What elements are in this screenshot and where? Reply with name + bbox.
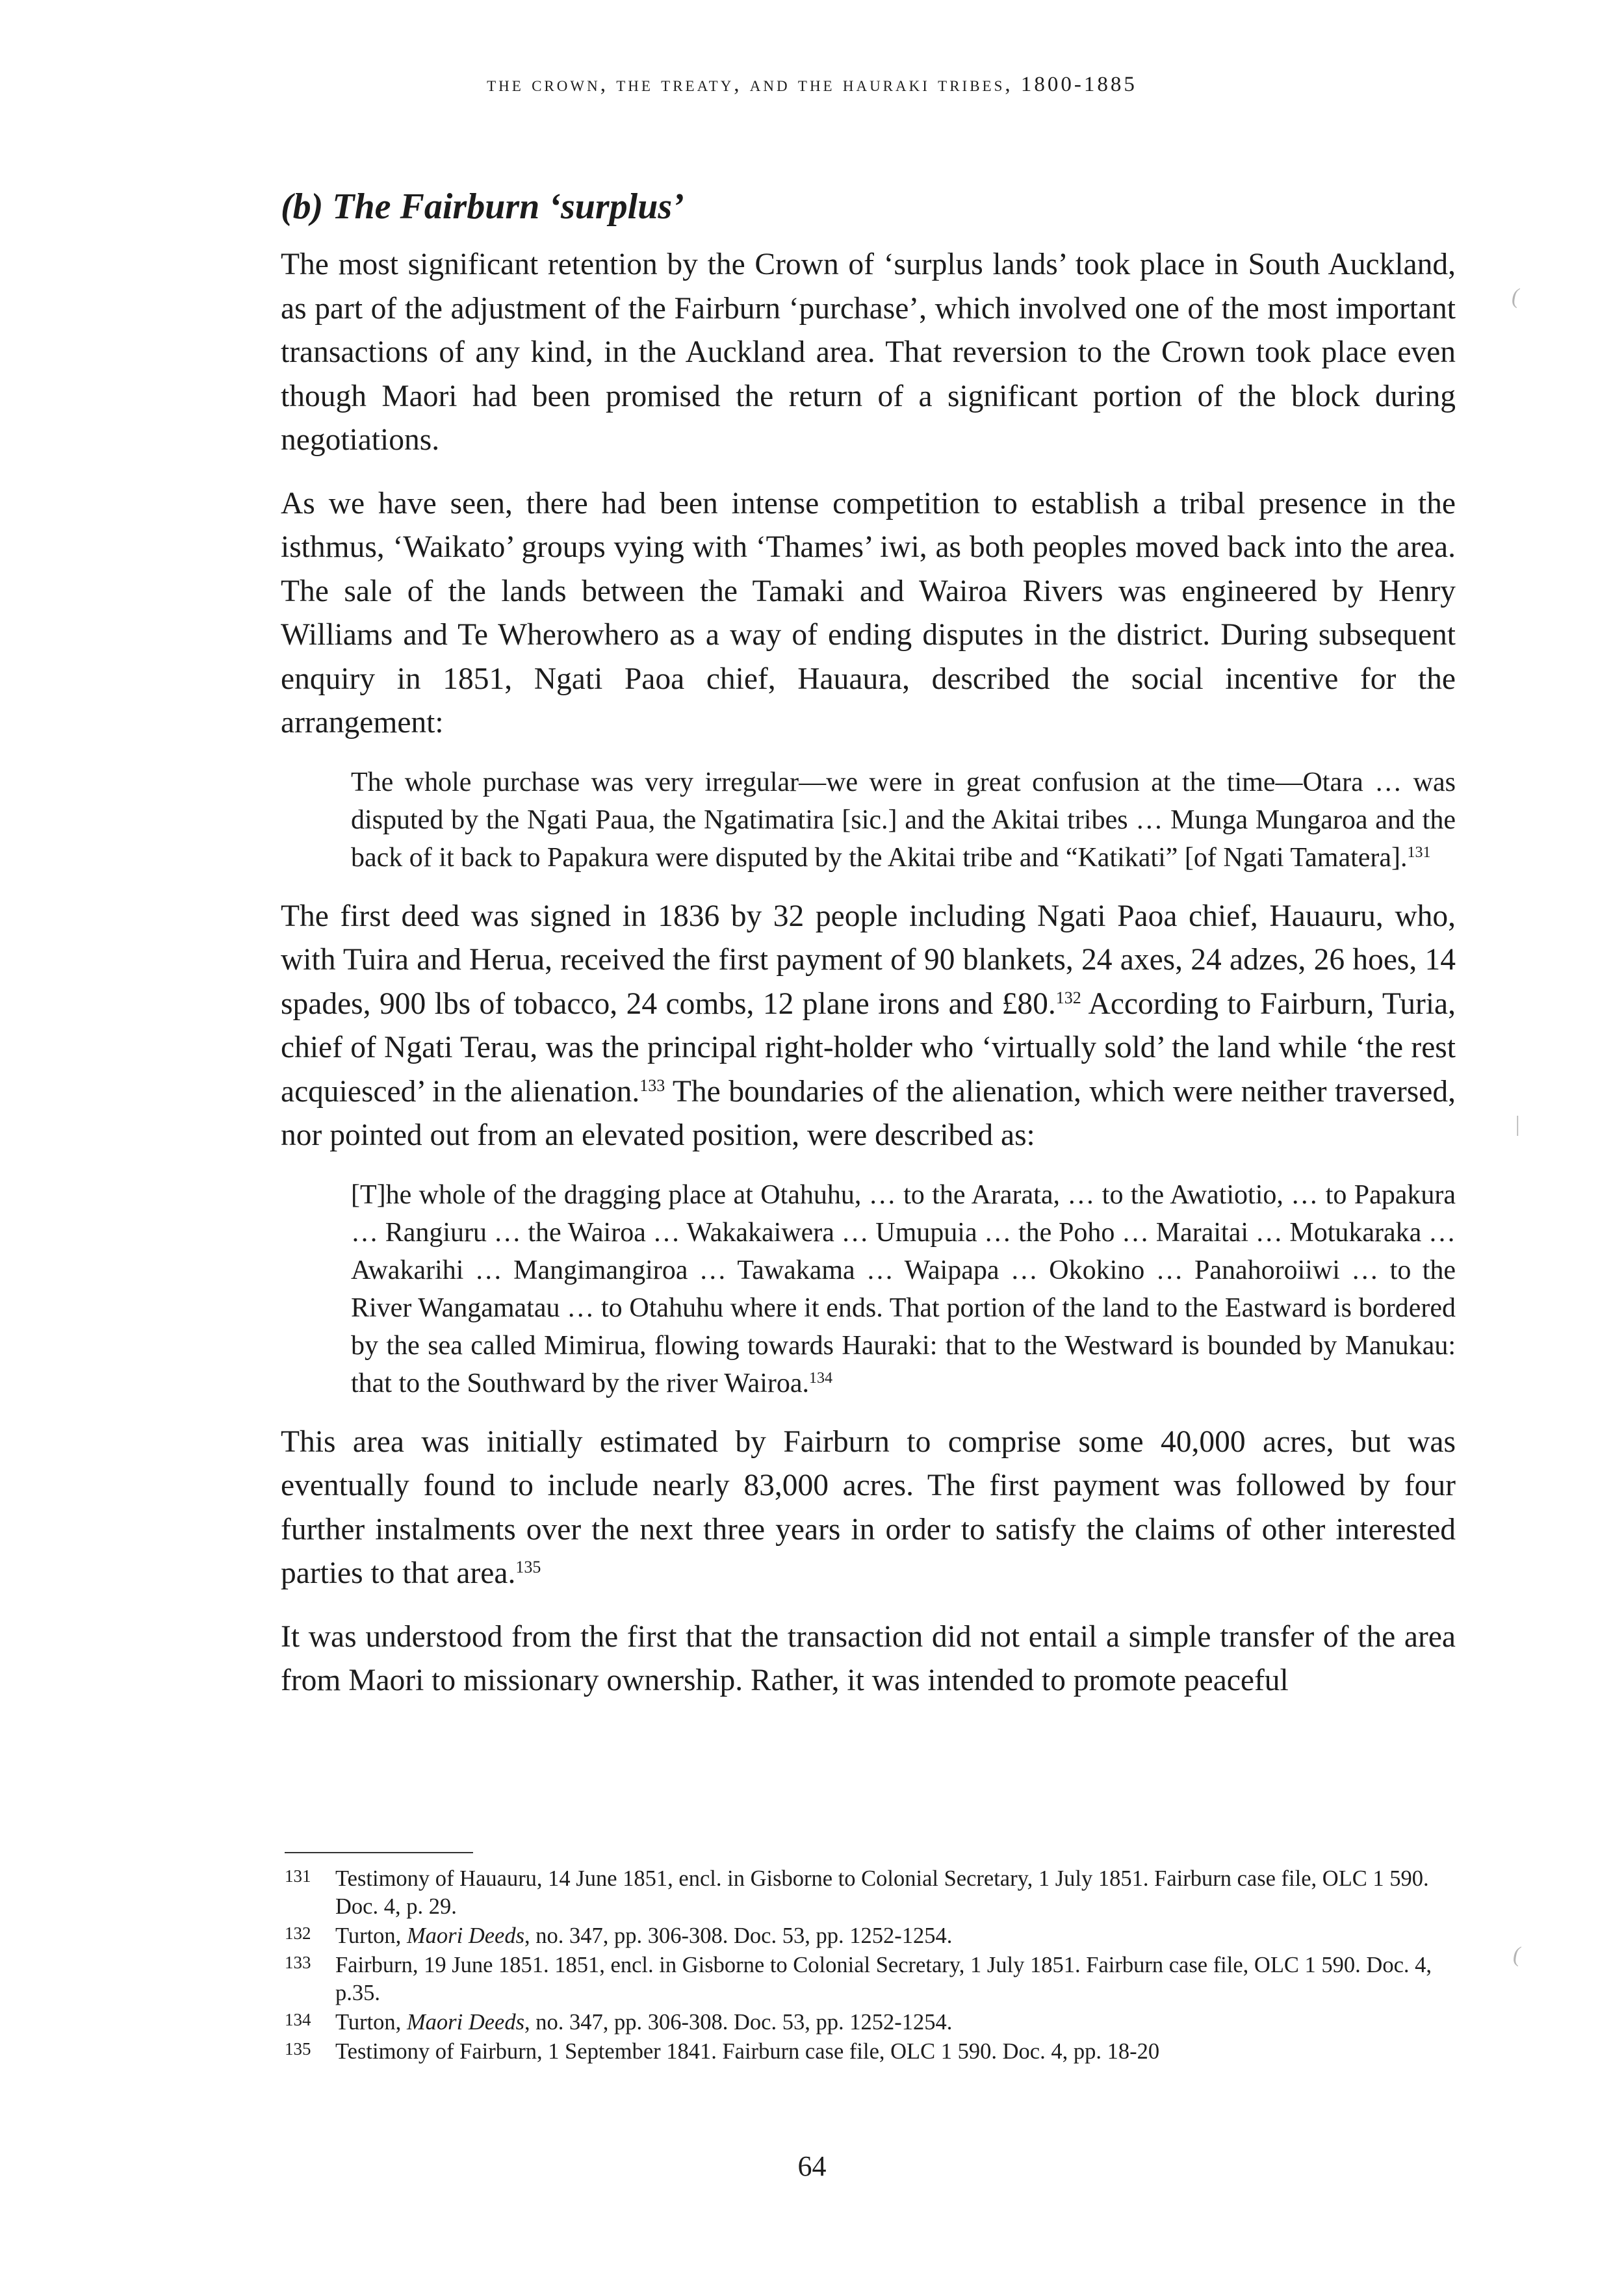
paragraph-text: The boundaries of the alienation, which were neither traversed, nor pointed out from an elevated position, were described as: (281, 1074, 1456, 1152)
footnote-text: , no. 347, pp. 306-308. Doc. 53, pp. 1252-1254. (524, 1923, 953, 1948)
footnote-text: Testimony of Hauauru, 14 June 1851, encl. in Gisborne to Colonial Secretary, 1 July 1851. Fairburn case file, OLC 1 590. Doc. 4, p. 29. (335, 1866, 1429, 1919)
footnote-number: 132 (285, 1923, 311, 1943)
footnote-ref[interactable]: 134 (809, 1369, 832, 1387)
quote-text: The whole purchase was very irregular—we were in great confusion at the time—Otara … was disputed by the Ngati Paua, the Ngatimatira [sic.] and the Akitai tribes … Munga Mungaroa and the back of it back to Papakura were disputed by the Akitai tribe and “Katikati” [of Ngati Tamatera]. (351, 767, 1456, 873)
running-head: the crown, the treaty, and the hauraki tribes, 1800-1885 (487, 73, 1137, 96)
section-heading: (b) The Fairburn ‘surplus’ (281, 186, 684, 227)
footnote-title: Maori Deeds (406, 2010, 525, 2035)
body-paragraph: It was understood from the first that the transaction did not entail a simple transfer of the area from Maori to missionary ownership. Rather, it was intended to promote peaceful (281, 1619, 1456, 1697)
margin-mark: | (1514, 1112, 1521, 1137)
block-quote (351, 764, 1456, 877)
footnote-number: 134 (285, 2010, 311, 2029)
block-quote (351, 1176, 1456, 1402)
body-paragraph (281, 1420, 1456, 1596)
footnote-ref[interactable]: 135 (515, 1558, 541, 1576)
footnote-text: Fairburn, 19 June 1851. 1851, encl. in Gisborne to Colonial Secretary, 1 July 1851. Fairburn case file, OLC 1 590. Doc. 4, p.35. (335, 1953, 1432, 2005)
footnote (281, 2038, 1456, 2066)
margin-mark: ( (1512, 285, 1519, 309)
main-content (281, 183, 1456, 1723)
footnote-number: 135 (285, 2039, 311, 2059)
footnote-text: , no. 347, pp. 306-308. Doc. 53, pp. 1252-1254. (524, 2010, 953, 2035)
footnote (281, 1922, 1456, 1950)
footnote-ref[interactable]: 132 (1055, 988, 1081, 1007)
margin-mark: ( (1513, 1943, 1521, 1967)
footnote-title: Maori Deeds (406, 1923, 525, 1948)
footnote (281, 1951, 1456, 2007)
paragraph-text: This area was initially estimated by Fairburn to comprise some 40,000 acres, but was eventually found to include nearly 83,000 acres. The first payment was followed by four further instalments over the next three years in order to satisfy the claims of other interested parties to that area. (281, 1424, 1456, 1590)
footnote-ref[interactable]: 133 (639, 1075, 665, 1095)
footnote-text: Testimony of Fairburn, 1 September 1841. Fairburn case file, OLC 1 590. Doc. 4, pp. 18-20 (335, 2039, 1160, 2064)
paragraph-text: According to Fairburn, Turia, chief of Ngati Terau, was the principal right-holder who ‘virtually sold’ the land while ‘the rest acquiesced’ in the alienation. (281, 986, 1456, 1109)
paragraph-text: The first deed was signed in 1836 by 32 people including Ngati Paoa chief, Hauauru, who, with Tuira and Herua, received the first payment of 90 blankets, 24 axes, 24 adzes, 26 hoes, 14 spades, 900 lbs of tobacco, 24 combs, 12 plane irons and £80. (281, 899, 1456, 1021)
quote-text: [T]he whole of the dragging place at Otahuhu, … to the Ararata, … to the Awatiotio, … to Papakura … Rangiuru … the Wairoa … Wakakaiwera … Umupuia … the Poho … Maraitai … Motukaraka … Awakarihi … Mangimangiroa … Tawakama … Waipapa … Okokino … Panahoroiiwi … to the River Wangamatau … to Otahuhu where it ends. That portion of the land to the Eastward is bordered by the sea called Mimirua, flowing towards Hauraki: that to the Westward is bounded by Manukau: that to the Southward by the river Wairoa. (351, 1179, 1456, 1398)
footnote-divider (285, 1852, 473, 1853)
footnotes (281, 1865, 1456, 2067)
footnote-number: 133 (285, 1953, 311, 1972)
footnote-ref[interactable]: 131 (1407, 843, 1431, 861)
body-paragraph: The most significant retention by the Crown of ‘surplus lands’ took place in South Auckland, as part of the adjustment of the Fairburn ‘purchase’, which involved one of the most important transactions of any kind, in the Auckland area. That reversion to the Crown took place even though Maori had been promised the return of a significant portion of the block during negotiations. (281, 248, 1456, 457)
footnote-text: Turton, (335, 2010, 407, 2035)
footnote (281, 2009, 1456, 2037)
body-paragraph: As we have seen, there had been intense competition to establish a tribal presence in the isthmus, ‘Waikato’ groups vying with ‘Thames’ iwi, as both peoples moved back into the area. The sale of the lands between the Tamaki and Wairoa Rivers was engineered by Henry Williams and Te Wherowhero as a way of ending disputes in the district. During subsequent enquiry in 1851, Ngati Paoa chief, Hauaura, described the social incentive for the arrangement: (281, 486, 1456, 739)
footnote-number: 131 (285, 1866, 311, 1886)
footnote (281, 1865, 1456, 1921)
footnote-text: Turton, (335, 1923, 407, 1948)
page-number: 64 (797, 2150, 827, 2182)
body-paragraph (281, 895, 1456, 1158)
